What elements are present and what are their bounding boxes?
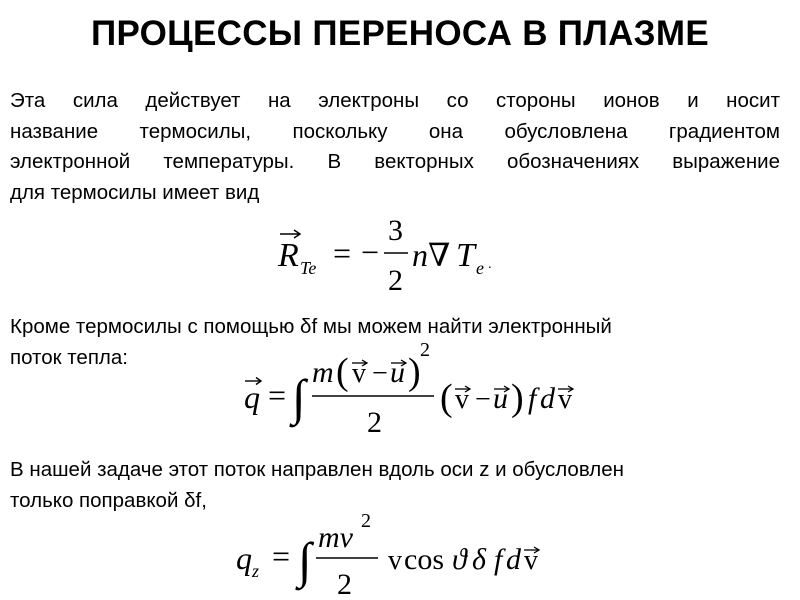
tail-differential: d bbox=[506, 543, 521, 576]
factor-minus: − bbox=[475, 384, 491, 415]
formula-trailing-dot: . bbox=[488, 257, 492, 272]
delta-symbol: δ bbox=[472, 543, 486, 576]
integral-sign: ∫ bbox=[292, 369, 306, 425]
paragraph-line: название термосилы, поскольку она обусловлена градиентом bbox=[10, 119, 780, 143]
fraction-numerator: 3 bbox=[388, 214, 403, 247]
formula-minus: − bbox=[361, 234, 380, 270]
tail-distribution: f bbox=[528, 382, 537, 415]
fraction-denominator: 2 bbox=[337, 568, 352, 600]
fraction-denominator: 2 bbox=[367, 406, 382, 439]
tail-differential: d bbox=[540, 382, 555, 415]
velocity-symbol: v bbox=[388, 545, 402, 576]
right-paren: ) bbox=[408, 351, 421, 393]
formula-variable-subscript: e bbox=[476, 258, 484, 278]
formula-lhs-symbol: q bbox=[236, 540, 252, 576]
formula-equals: = bbox=[268, 377, 287, 413]
paragraph-line: электронной температуры. В векторных обозначениях выражение bbox=[10, 150, 780, 173]
fraction-denominator: 2 bbox=[388, 264, 403, 297]
numerator-velocity: v bbox=[352, 358, 366, 389]
left-paren: ( bbox=[440, 377, 453, 419]
numerator-flow-velocity: u bbox=[390, 356, 405, 389]
slide-title: ПРОЦЕССЫ ПЕРЕНОСА В ПЛАЗМЕ bbox=[90, 14, 710, 53]
numerator-power: 2 bbox=[361, 510, 371, 532]
tail-velocity: v bbox=[524, 545, 538, 576]
thermoforce-formula bbox=[270, 210, 510, 296]
factor-velocity: v bbox=[455, 384, 469, 415]
right-paren: ) bbox=[511, 377, 524, 419]
paragraph-line: поток тепла: bbox=[10, 345, 128, 369]
paragraph-line: В нашей задаче этот поток направлен вдоль оси z и обусловлен bbox=[10, 458, 624, 481]
heat-flux-formula bbox=[240, 338, 610, 438]
paragraph-line: для термосилы имеет вид bbox=[10, 180, 260, 204]
numerator-power: 2 bbox=[420, 339, 430, 361]
cos-function: cos bbox=[404, 543, 444, 576]
formula-equals: = bbox=[333, 235, 352, 271]
formula-lhs-subscript: Te bbox=[300, 258, 317, 278]
paragraph-line: только поправкой δf, bbox=[10, 488, 207, 512]
theta-symbol: ϑ bbox=[452, 543, 467, 576]
factor-flow-velocity: u bbox=[493, 382, 508, 415]
formula-lhs-symbol: R bbox=[278, 237, 299, 274]
left-paren: ( bbox=[336, 351, 349, 393]
paragraph-line: Эта сила действует на электроны со стороны ионов и носит bbox=[10, 89, 780, 112]
fraction-numerator: mv bbox=[318, 521, 353, 554]
tail-distribution: f bbox=[494, 543, 503, 576]
numerator-minus: − bbox=[372, 358, 388, 389]
formula-lhs-symbol: q bbox=[244, 379, 260, 415]
numerator-mass: m bbox=[312, 356, 334, 389]
formula-equals: = bbox=[272, 538, 291, 574]
integral-sign: ∫ bbox=[298, 532, 312, 588]
tail-velocity: v bbox=[558, 384, 572, 415]
formula-lhs-subscript: z bbox=[252, 561, 260, 581]
formula-body: n∇ bbox=[412, 237, 451, 273]
intro-paragraph bbox=[10, 86, 780, 208]
paragraph-line: Кроме термосилы с помощью δf мы можем найти электронный bbox=[10, 315, 612, 338]
formula-variable: T bbox=[456, 237, 475, 274]
z-flux-formula bbox=[232, 507, 572, 599]
